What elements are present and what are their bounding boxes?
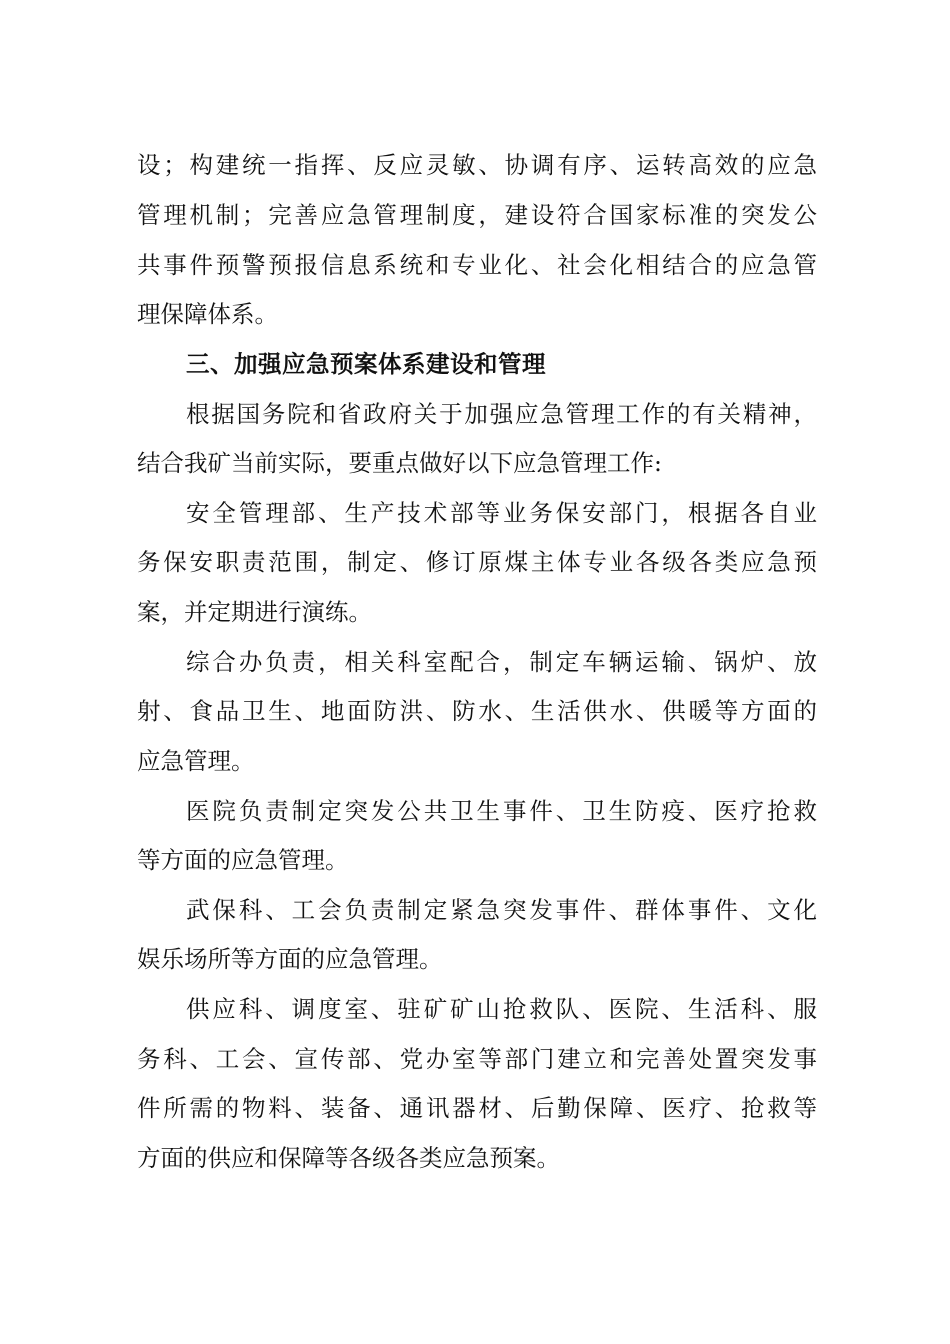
text-line: 方面的供应和保障等各级各类应急预案。 (137, 1144, 560, 1172)
text-line: 结合我矿当前实际，要重点做好以下应急管理工作: (137, 449, 662, 477)
text-line: 理保障体系。 (137, 300, 278, 328)
text-line: 娱乐场所等方面的应急管理。 (137, 945, 443, 973)
text-line: 务科、工会、宣传部、党办室等部门建立和完善处置突发事 (137, 1045, 817, 1073)
text-line: 管理机制；完善应急管理制度，建设符合国家标准的突发公 (137, 201, 817, 229)
text-line: 共事件预警预报信息系统和专业化、社会化相结合的应急管 (137, 251, 817, 279)
text-line: 等方面的应急管理。 (137, 846, 349, 874)
text-line: 设；构建统一指挥、反应灵敏、协调有序、运转高效的应急 (137, 151, 817, 179)
text-line: 综合办负责，相关科室配合，制定车辆运输、锅炉、放 (186, 648, 817, 676)
text-line: 件所需的物料、装备、通讯器材、后勤保障、医疗、抢救等 (137, 1094, 817, 1122)
text-line: 务保安职责范围，制定、修订原煤主体专业各级各类应急预 (137, 548, 817, 576)
text-line: 安全管理部、生产技术部等业务保安部门，根据各自业 (186, 499, 817, 527)
text-line: 案，并定期进行演练。 (137, 598, 372, 626)
text-line: 射、食品卫生、地面防洪、防水、生活供水、供暖等方面的 (137, 697, 817, 725)
text-line: 供应科、调度室、驻矿矿山抢救队、医院、生活科、服 (186, 995, 817, 1023)
text-line: 医院负责制定突发公共卫生事件、卫生防疫、医疗抢救 (186, 797, 817, 825)
text-line: 根据国务院和省政府关于加强应急管理工作的有关精神， (186, 400, 817, 428)
section-heading: 三、加强应急预案体系建设和管理 (186, 350, 546, 378)
text-line: 应急管理。 (137, 747, 255, 775)
text-line: 武保科、工会负责制定紧急突发事件、群体事件、文化 (186, 896, 817, 924)
